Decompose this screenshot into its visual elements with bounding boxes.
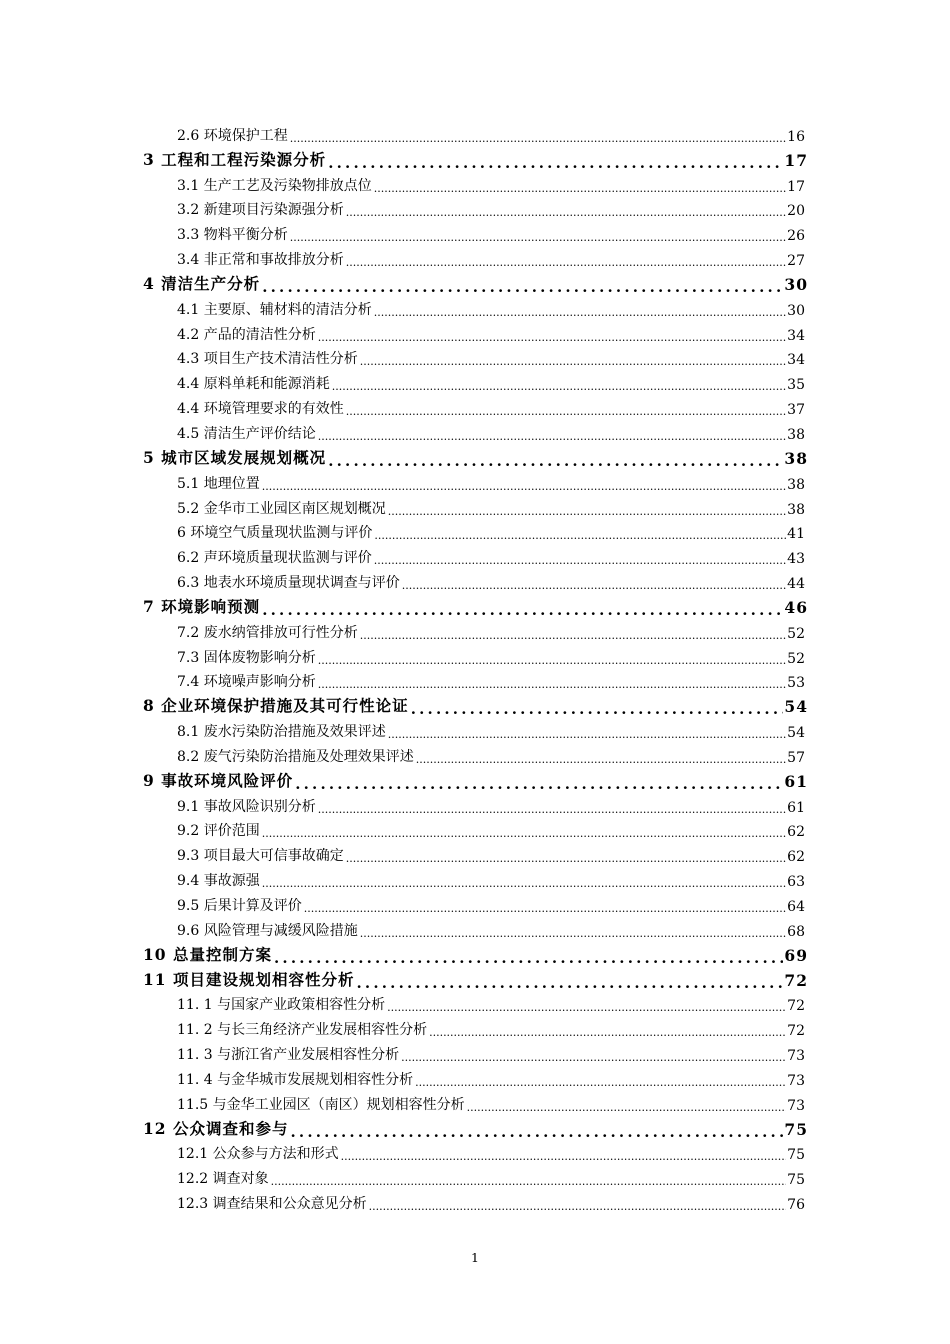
toc-entry-page: 76: [787, 1197, 805, 1214]
toc-section-entry[interactable]: [0, 248, 950, 273]
toc-chapter-entry[interactable]: [0, 969, 950, 994]
toc-entry-page: 62: [787, 849, 805, 866]
page-number: 1: [471, 1250, 479, 1265]
toc-section-entry[interactable]: [0, 1093, 950, 1118]
toc-entry-title: 11.5 与金华工业园区（南区）规划相容性分析: [177, 1094, 466, 1118]
toc-section-entry[interactable]: [0, 745, 950, 770]
toc-dot-leader: [262, 829, 786, 839]
toc-entry-page: 43: [787, 551, 805, 568]
toc-entry-page: 57: [787, 749, 805, 766]
toc-section-entry[interactable]: [0, 124, 950, 149]
toc-entry-page: 73: [787, 1048, 805, 1065]
toc-entry-title: 4.3 项目生产技术清洁性分析: [177, 348, 359, 372]
toc-dot-leader: [374, 531, 786, 541]
toc-entry-title: 3.2 新建项目污染源强分析: [177, 199, 345, 223]
toc-entry-title: 11. 2 与长三角经济产业发展相容性分析: [177, 1019, 428, 1043]
toc-section-entry[interactable]: [0, 1043, 950, 1068]
toc-entry-page: 53: [787, 675, 805, 692]
toc-entry-page: 38: [787, 476, 805, 493]
toc-entry-page: 64: [787, 899, 805, 915]
toc-entry-page: 52: [787, 625, 805, 642]
toc-entry-page: 34: [787, 352, 805, 369]
toc-entry-title: 7.3 固体废物影响分析: [177, 647, 317, 671]
toc-dot-leader: [290, 1125, 783, 1137]
toc-entry-page: 26: [787, 228, 805, 245]
toc-entry-title: 9 事故环境风险评价: [143, 769, 294, 795]
toc-entry-title: 9.6 风险管理与减缓风险措施: [177, 920, 359, 944]
toc-dot-leader: [360, 357, 786, 367]
toc-dot-leader: [318, 656, 786, 666]
toc-entry-page: 52: [787, 650, 805, 667]
toc-entry-page: 61: [784, 771, 808, 791]
toc-entry-title: 12 公众调查和参与: [143, 1117, 289, 1143]
toc-entry-page: 17: [784, 150, 808, 170]
toc-entry-page: 46: [784, 597, 808, 617]
toc-dot-leader: [318, 805, 786, 815]
toc-section-entry[interactable]: [0, 1167, 950, 1192]
toc-entry-title: 4.4 原料单耗和能源消耗: [177, 373, 331, 397]
toc-chapter-entry[interactable]: [0, 770, 950, 795]
toc-section-entry[interactable]: [0, 372, 950, 397]
toc-dot-leader: [304, 904, 786, 914]
toc-entry-page: 73: [787, 1097, 805, 1114]
toc-entry-title: 6.2 声环境质量现状监测与评价: [177, 547, 373, 571]
toc-entry-page: 73: [787, 1072, 805, 1089]
toc-entry-title: 11 项目建设规划相容性分析: [143, 968, 355, 994]
toc-dot-leader: [416, 755, 786, 765]
toc-dot-leader: [346, 258, 786, 268]
toc-chapter-entry[interactable]: [0, 596, 950, 621]
toc-dot-leader: [415, 1078, 786, 1088]
toc-section-entry[interactable]: [0, 894, 950, 919]
toc-entry-title: 9.5 后果计算及评价: [177, 895, 303, 919]
toc-chapter-entry[interactable]: [0, 1118, 950, 1143]
toc-section-entry[interactable]: [0, 844, 950, 869]
toc-dot-leader: [318, 680, 786, 690]
toc-entry-title: 4.1 主要原、辅材料的清洁分析: [177, 299, 373, 323]
toc-entry-page: 61: [787, 799, 805, 816]
toc-dot-leader: [332, 382, 786, 392]
toc-entry-title: 12.2 调查对象: [177, 1168, 270, 1192]
toc-entry-page: 30: [787, 302, 805, 319]
toc-dot-leader: [346, 208, 786, 218]
toc-dot-leader: [290, 134, 786, 144]
toc-dot-leader: [328, 454, 783, 466]
toc-entry-title: 3 工程和工程污染源分析: [143, 148, 327, 174]
toc-entry-page: 72: [787, 1023, 805, 1040]
toc-entry-title: 3.3 物料平衡分析: [177, 224, 289, 248]
toc-dot-leader: [369, 1202, 787, 1212]
toc-entry-page: 34: [787, 327, 805, 344]
toc-section-entry[interactable]: [0, 1068, 950, 1093]
toc-entry-title: 11. 4 与金华城市发展规划相容性分析: [177, 1069, 414, 1093]
toc-entry-title: 4.5 清洁生产评价结论: [177, 423, 317, 447]
toc-chapter-entry[interactable]: [0, 944, 950, 969]
toc-dot-leader: [388, 730, 786, 740]
toc-dot-leader: [328, 156, 783, 168]
toc-entry-page: 37: [787, 402, 805, 419]
toc-dot-leader: [360, 631, 786, 641]
toc-section-entry[interactable]: [0, 869, 950, 894]
toc-entry-title: 9.3 项目最大可信事故确定: [177, 845, 345, 869]
toc-entry-title: 10 总量控制方案: [143, 943, 273, 969]
toc-entry-page: 75: [787, 1172, 805, 1189]
toc-dot-leader: [274, 951, 783, 963]
toc-entry-page: 30: [784, 274, 808, 294]
toc-entry-page: 72: [784, 970, 808, 990]
toc-dot-leader: [429, 1028, 786, 1038]
toc-section-entry[interactable]: [0, 1192, 950, 1217]
toc-dot-leader: [346, 854, 786, 864]
toc-entry-page: 68: [787, 923, 805, 940]
toc-dot-leader: [374, 184, 786, 194]
toc-dot-leader: [262, 280, 783, 292]
toc-entry-page: 54: [784, 697, 808, 717]
toc-entry-title: 8.1 废水污染防治措施及效果评述: [177, 721, 387, 745]
toc-entry-page: 69: [784, 945, 808, 965]
toc-entry-page: 62: [787, 824, 805, 841]
toc-section-entry[interactable]: [0, 199, 950, 224]
toc-section-entry[interactable]: [0, 497, 950, 522]
toc-dot-leader: [374, 308, 786, 318]
toc-section-entry[interactable]: [0, 472, 950, 497]
toc-section-entry[interactable]: [0, 820, 950, 845]
toc-entry-title: 5.2 金华市工业园区南区规划概况: [177, 498, 387, 522]
toc-entry-title: 8.2 废气污染防治措施及处理效果评述: [177, 746, 415, 770]
toc-entry-title: 3.1 生产工艺及污染物排放点位: [177, 175, 373, 199]
toc-section-entry[interactable]: [0, 671, 950, 696]
toc-dot-leader: [290, 233, 786, 243]
toc-section-entry[interactable]: [0, 621, 950, 646]
toc-dot-leader: [271, 1177, 787, 1187]
toc-entry-title: 11. 3 与浙江省产业发展相容性分析: [177, 1044, 400, 1068]
toc-entry-title: 11. 1 与国家产业政策相容性分析: [177, 994, 386, 1018]
toc-dot-leader: [388, 507, 786, 517]
toc-entry-page: 38: [784, 448, 808, 468]
toc-section-entry[interactable]: [0, 323, 950, 348]
toc-entry-title: 6 环境空气质量现状监测与评价: [177, 522, 373, 546]
toc-dot-leader: [411, 702, 784, 714]
toc-entry-page: 54: [787, 725, 805, 742]
toc-section-entry[interactable]: [0, 646, 950, 671]
toc-dot-leader: [262, 603, 783, 615]
toc-entry-page: 16: [787, 128, 805, 145]
toc-entry-page: 38: [787, 426, 805, 443]
toc-section-entry[interactable]: [0, 174, 950, 199]
toc-section-entry[interactable]: [0, 348, 950, 373]
toc-section-entry[interactable]: [0, 1143, 950, 1168]
toc-entry-title: 12.3 调查结果和公众意见分析: [177, 1193, 368, 1217]
toc-dot-leader: [374, 556, 786, 566]
toc-chapter-entry[interactable]: [0, 447, 950, 472]
toc-section-entry[interactable]: [0, 298, 950, 323]
toc-dot-leader: [341, 1152, 787, 1162]
toc-dot-leader: [467, 1103, 787, 1113]
toc-chapter-entry[interactable]: [0, 149, 950, 174]
toc-dot-leader: [356, 976, 783, 988]
toc-section-entry[interactable]: [0, 1018, 950, 1043]
toc-chapter-entry[interactable]: [0, 273, 950, 298]
toc-dot-leader: [387, 1003, 786, 1013]
toc-dot-leader: [402, 581, 786, 591]
toc-section-entry[interactable]: [0, 223, 950, 248]
toc-section-entry[interactable]: [0, 571, 950, 596]
toc-entry-page: 41: [787, 526, 805, 543]
table-of-contents: [0, 124, 950, 1217]
toc-dot-leader: [262, 879, 786, 889]
toc-dot-leader: [318, 333, 786, 343]
toc-entry-title: 4.4 环境管理要求的有效性: [177, 398, 345, 422]
toc-entry-title: 5 城市区域发展规划概况: [143, 446, 327, 472]
toc-entry-page: 27: [787, 253, 805, 270]
toc-dot-leader: [401, 1053, 786, 1063]
toc-entry-title: 12.1 公众参与方法和形式: [177, 1143, 340, 1167]
toc-entry-title: 9.4 事故源强: [177, 870, 261, 894]
toc-section-entry[interactable]: [0, 422, 950, 447]
toc-entry-title: 8 企业环境保护措施及其可行性论证: [143, 694, 410, 720]
toc-entry-title: 6.3 地表水环境质量现状调查与评价: [177, 572, 401, 596]
toc-entry-title: 3.4 非正常和事故排放分析: [177, 249, 345, 273]
toc-entry-title: 7.4 环境噪声影响分析: [177, 671, 317, 695]
toc-entry-page: 63: [787, 874, 805, 891]
toc-entry-title: 5.1 地理位置: [177, 473, 261, 497]
toc-entry-title: 7.2 废水纳管排放可行性分析: [177, 622, 359, 646]
toc-section-entry[interactable]: [0, 919, 950, 944]
toc-dot-leader: [295, 777, 783, 789]
toc-entry-page: 17: [787, 178, 805, 195]
toc-entry-title: 4 清洁生产分析: [143, 272, 261, 298]
toc-entry-title: 7 环境影响预测: [143, 595, 261, 621]
toc-dot-leader: [360, 929, 786, 939]
toc-entry-page: 38: [787, 501, 805, 518]
toc-entry-page: 75: [787, 1147, 805, 1164]
toc-entry-page: 35: [787, 377, 805, 394]
toc-entry-title: 9.2 评价范围: [177, 820, 261, 844]
toc-section-entry[interactable]: [0, 720, 950, 745]
toc-chapter-entry[interactable]: [0, 695, 950, 720]
toc-entry-page: 20: [787, 203, 805, 220]
toc-entry-page: 75: [784, 1119, 808, 1139]
toc-entry-title: 2.6 环境保护工程: [177, 125, 289, 149]
toc-section-entry[interactable]: [0, 795, 950, 820]
toc-section-entry[interactable]: [0, 546, 950, 571]
toc-section-entry[interactable]: [0, 994, 950, 1019]
toc-entry-page: 44: [787, 576, 805, 593]
toc-entry-title: 9.1 事故风险识别分析: [177, 796, 317, 820]
toc-dot-leader: [262, 482, 786, 492]
toc-entry-title: 4.2 产品的清洁性分析: [177, 324, 317, 348]
toc-entry-page: 72: [787, 998, 805, 1015]
toc-section-entry[interactable]: [0, 397, 950, 422]
toc-section-entry[interactable]: [0, 522, 950, 547]
toc-dot-leader: [318, 432, 786, 442]
toc-dot-leader: [346, 407, 786, 417]
